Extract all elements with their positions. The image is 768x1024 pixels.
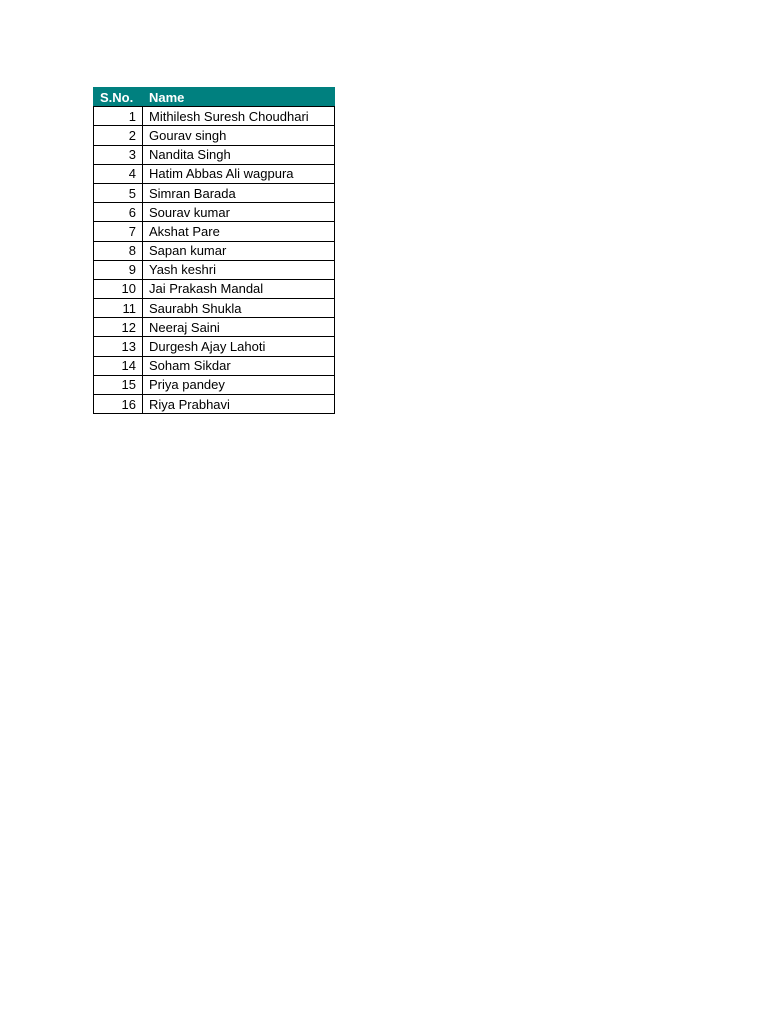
- cell-sno: 9: [94, 260, 143, 279]
- table-row: [94, 375, 335, 394]
- cell-sno: 4: [94, 164, 143, 183]
- cell-sno: 6: [94, 203, 143, 222]
- table-row: [94, 260, 335, 279]
- header-name: Name: [143, 88, 335, 107]
- cell-name: Neeraj Saini: [143, 318, 335, 337]
- table-row: [94, 299, 335, 318]
- names-table: [93, 87, 335, 414]
- cell-sno: 5: [94, 183, 143, 202]
- cell-name: Nandita Singh: [143, 145, 335, 164]
- cell-sno: 11: [94, 299, 143, 318]
- cell-name: Akshat Pare: [143, 222, 335, 241]
- table-row: [94, 337, 335, 356]
- cell-sno: 16: [94, 395, 143, 414]
- cell-sno: 3: [94, 145, 143, 164]
- table-row: [94, 222, 335, 241]
- table-row: [94, 126, 335, 145]
- table-row: [94, 395, 335, 414]
- cell-name: Priya pandey: [143, 375, 335, 394]
- table-row: [94, 145, 335, 164]
- cell-name: Gourav singh: [143, 126, 335, 145]
- cell-sno: 1: [94, 107, 143, 126]
- table-row: [94, 279, 335, 298]
- table-row: [94, 241, 335, 260]
- cell-sno: 10: [94, 279, 143, 298]
- table-body: [94, 107, 335, 414]
- cell-sno: 8: [94, 241, 143, 260]
- cell-sno: 2: [94, 126, 143, 145]
- cell-sno: 15: [94, 375, 143, 394]
- table-row: [94, 164, 335, 183]
- cell-sno: 12: [94, 318, 143, 337]
- table-row: [94, 107, 335, 126]
- cell-name: Simran Barada: [143, 183, 335, 202]
- header-sno: S.No.: [94, 88, 143, 107]
- header-row: [94, 88, 335, 107]
- table-row: [94, 356, 335, 375]
- table-row: [94, 318, 335, 337]
- cell-name: Soham Sikdar: [143, 356, 335, 375]
- cell-name: Sourav kumar: [143, 203, 335, 222]
- cell-name: Riya Prabhavi: [143, 395, 335, 414]
- cell-name: Mithilesh Suresh Choudhari: [143, 107, 335, 126]
- cell-sno: 13: [94, 337, 143, 356]
- cell-name: Hatim Abbas Ali wagpura: [143, 164, 335, 183]
- table-row: [94, 183, 335, 202]
- spreadsheet-page: [93, 87, 335, 414]
- cell-name: Saurabh Shukla: [143, 299, 335, 318]
- cell-name: Durgesh Ajay Lahoti: [143, 337, 335, 356]
- cell-name: Jai Prakash Mandal: [143, 279, 335, 298]
- cell-name: Sapan kumar: [143, 241, 335, 260]
- cell-name: Yash keshri: [143, 260, 335, 279]
- cell-sno: 14: [94, 356, 143, 375]
- table-row: [94, 203, 335, 222]
- cell-sno: 7: [94, 222, 143, 241]
